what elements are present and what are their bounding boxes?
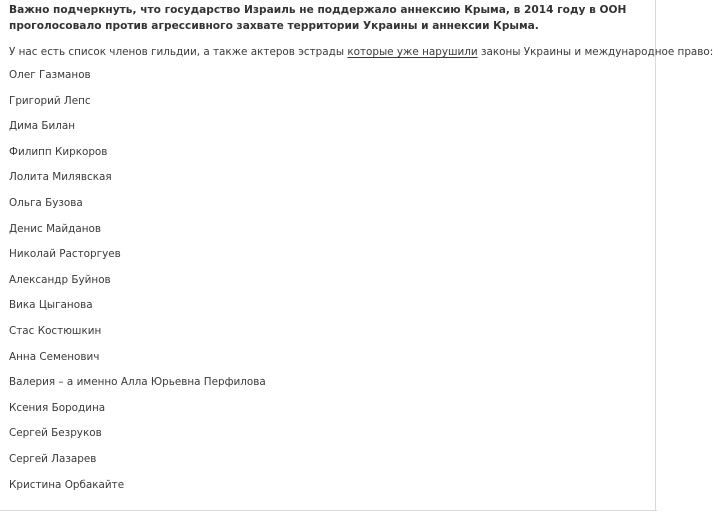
list-item: Григорий Лепс [9,94,91,107]
list-item: Ольга Бузова [9,196,83,209]
article-body [9,2,713,503]
intro-paragraph [9,45,713,59]
intro-text-before: У нас есть список членов гильдии, а также актеров эстрады [9,46,348,58]
list-item: Ксения Бородина [9,401,106,414]
list-item: Дима Билан [9,120,76,133]
lead-paragraph [9,2,639,34]
intro-text-after: законы Украины и международное право: [477,46,713,58]
list-item: Денис Майданов [9,222,101,235]
frame-border-bottom [0,510,657,511]
list-item: Сергей Лазарев [9,452,97,465]
list-item: Стас Костюшкин [9,324,102,337]
list-item: Вика Цыганова [9,299,93,312]
list-item: Николай Расторгуев [9,248,121,261]
list-item: Александр Буйнов [9,273,111,286]
list-item: Кристина Орбакайте [9,478,125,491]
names-list [9,68,639,503]
list-item: Сергей Безруков [9,427,102,440]
frame-border-right [655,0,656,510]
list-item: Олег Газманов [9,69,91,81]
list-item: Анна Семенович [9,350,100,363]
lead-line-1: Важно подчеркнуть, что государство Израиль не поддержало аннексию Крыма, в 2014 году в ООН [9,4,627,16]
list-item: Филипп Киркоров [9,145,108,158]
list-item: Валерия – а именно Алла Юрьевна Перфилова [9,376,266,389]
list-item: Лолита Милявская [9,171,112,184]
violations-link[interactable]: которые уже нарушили [347,46,478,58]
lead-line-2: проголосовало против агрессивного захвате территории Украины и аннексии Крыма. [9,20,539,32]
